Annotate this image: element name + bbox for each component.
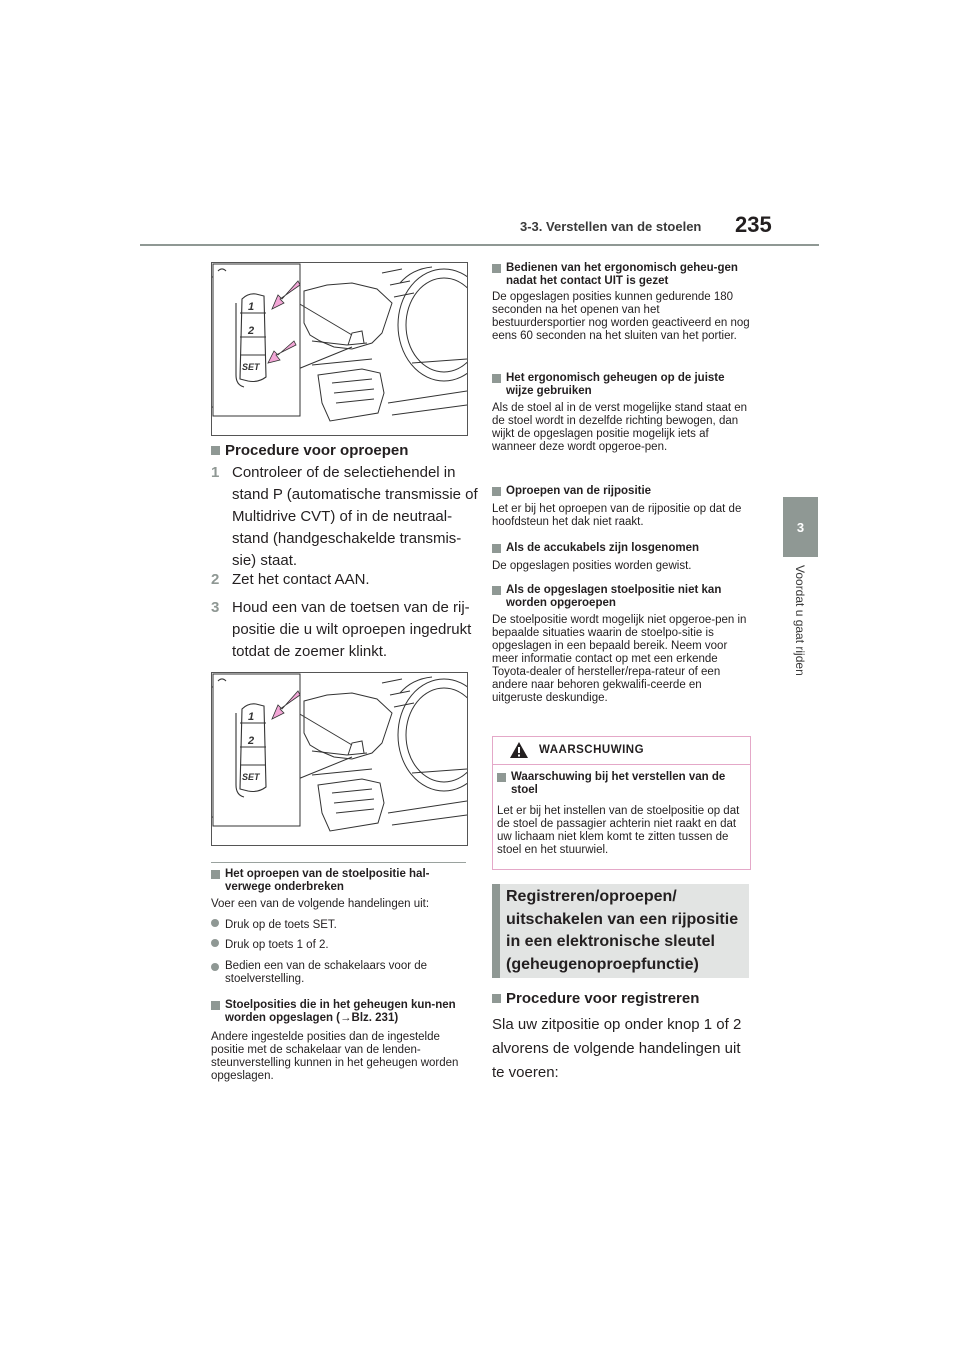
- heading-niet-opgeroepen: Als de opgeslagen stoelpositie niet kan worden opgeroepen: [492, 584, 750, 610]
- warning-icon: [509, 741, 529, 759]
- paragraph: Let er bij het oproepen van de rijpositie op dat de hoofdsteun het dak niet raakt.: [492, 503, 742, 528]
- bullet-icon: [211, 919, 219, 927]
- fig1-label-1: 1: [248, 301, 255, 313]
- paragraph: De opgeslagen posities kunnen gedurende 180 seconden na het openen van het bestuurdersportier nog worden geactiveerd en nog eens 60 seconden na het sluiten van het portier.: [492, 291, 750, 342]
- warning-header: [493, 737, 750, 764]
- step-1: [211, 462, 482, 572]
- square-bullet-icon: [211, 446, 220, 455]
- warning-divider: [493, 764, 750, 765]
- side-label: [781, 565, 821, 705]
- list-item: Druk op de toets SET.: [211, 919, 466, 932]
- square-bullet-icon: [492, 544, 501, 553]
- heading-stoelposities: Stoelposities die in het geheugen kun-nen worden opgeslagen (→Blz. 231): [211, 999, 466, 1025]
- seat-memory-illustration: [212, 673, 467, 845]
- square-bullet-icon: [492, 994, 501, 1003]
- square-bullet-icon: [492, 487, 501, 496]
- bullet-icon: [211, 963, 219, 971]
- fig1-label-set: SET: [242, 362, 260, 372]
- heading-accukabels: Als de accukabels zijn losgenomen: [492, 542, 750, 555]
- warning-title: WAARSCHUWING: [539, 744, 645, 756]
- square-bullet-icon: [492, 264, 501, 273]
- section-heading: Registreren/oproepen/ uitschakelen van een rijpositie in een elektronische sleutel (geheugenoproepfunctie): [506, 888, 739, 973]
- chapter-tab: [783, 497, 818, 557]
- fig2-label-set: SET: [242, 772, 260, 782]
- fig2-label-2: 2: [248, 735, 255, 747]
- bullet-icon: [211, 939, 219, 947]
- square-bullet-icon: [492, 586, 501, 595]
- section-heading-block: [492, 884, 749, 978]
- step-text: Zet het contact AAN.: [232, 571, 370, 588]
- warning-text: Let er bij het instellen van de stoelpositie op dat de stoel de passagier achterin niet raakt en dat uw lichaam niet klem komt te zitten tussen de stoel en het stuurwiel.: [497, 805, 740, 856]
- square-bullet-icon: [492, 374, 501, 383]
- list-item: Druk op toets 1 of 2.: [211, 939, 466, 952]
- warning-heading: Waarschuwing bij het verstellen van de stoel: [497, 771, 742, 797]
- seat-memory-illustration: [212, 263, 467, 435]
- side-label-text: Voordat u gaat rijden: [793, 565, 807, 676]
- divider: [211, 862, 466, 863]
- step-2: [211, 569, 482, 591]
- square-bullet-icon: [497, 773, 506, 782]
- paragraph: De stoelpositie wordt mogelijk niet opgeroe-pen in bepaalde situaties waarin de stoelpo-sitie is opgeslagen in een bepaald bereik. Neem voor meer informatie contact op met een erkende Toyota-dealer of hersteller/repa-rateur of een andere naar behoren gekwalifi-ceerde en uitgeruste deskundige.: [492, 614, 747, 704]
- step-number: 2: [211, 571, 220, 588]
- list-item: Bedien een van de schakelaars voor de stoelverstelling.: [211, 960, 466, 986]
- section-title: 3-3. Verstellen van de stoelen: [520, 219, 702, 234]
- step-number: 1: [211, 464, 220, 481]
- paragraph: Voer een van de volgende handelingen uit:: [211, 898, 430, 910]
- step-text: Controleer of de selectiehendel in stand P (automatische transmissie of Multidrive CVT) of in de neutraal-stand (handgeschakelde transmis-sie) staat.: [232, 464, 478, 569]
- paragraph: Andere ingestelde posities dan de ingestelde positie met de schakelaar van de lenden-steunverstelling kunnen in het geheugen worden opgeslagen.: [211, 1031, 459, 1082]
- fig1-label-2: 2: [248, 325, 255, 337]
- step-text: Houd een van de toetsen van de rij-positie die u wilt oproepen ingedrukt totdat de zoemer klinkt.: [232, 599, 472, 660]
- heading-procedure-oproepen: Procedure voor oproepen: [211, 440, 408, 462]
- paragraph: De opgeslagen posities worden gewist.: [492, 560, 692, 572]
- square-bullet-icon: [211, 1001, 220, 1010]
- step-3: [211, 597, 482, 663]
- fig2-label-1: 1: [248, 711, 255, 723]
- accent-bar: [492, 884, 500, 978]
- step-number: 3: [211, 599, 220, 616]
- heading-rijpositie: Oproepen van de rijpositie: [492, 485, 750, 498]
- seat-memory-figure-2: [211, 672, 468, 846]
- heading-onderbreken: Het oproepen van de stoelpositie hal-verwege onderbreken: [211, 868, 466, 894]
- chapter-number: 3: [796, 519, 805, 535]
- paragraph: Als de stoel al in de verst mogelijke stand staat en de stoel wordt in dezelfde richting bewogen, dan wijkt de opgeslagen positie mogelijk iets af wanneer deze wordt opgeroe-pen.: [492, 402, 748, 453]
- heading-procedure-registreren: Procedure voor registreren: [492, 988, 699, 1010]
- warning-box: [492, 736, 751, 870]
- registration-intro: Sla uw zitpositie op onder knop 1 of 2 alvorens de volgende handelingen uit te voeren:: [492, 1016, 742, 1081]
- header-rule: [140, 244, 819, 246]
- page-number: 235: [735, 212, 772, 237]
- heading-ergonomisch-uit: Bedienen van het ergonomisch geheu-gen nadat het contact UIT is gezet: [492, 262, 750, 288]
- seat-memory-figure-1: [211, 262, 468, 436]
- square-bullet-icon: [211, 870, 220, 879]
- heading-juiste-wijze: Het ergonomisch geheugen op de juiste wijze gebruiken: [492, 372, 750, 398]
